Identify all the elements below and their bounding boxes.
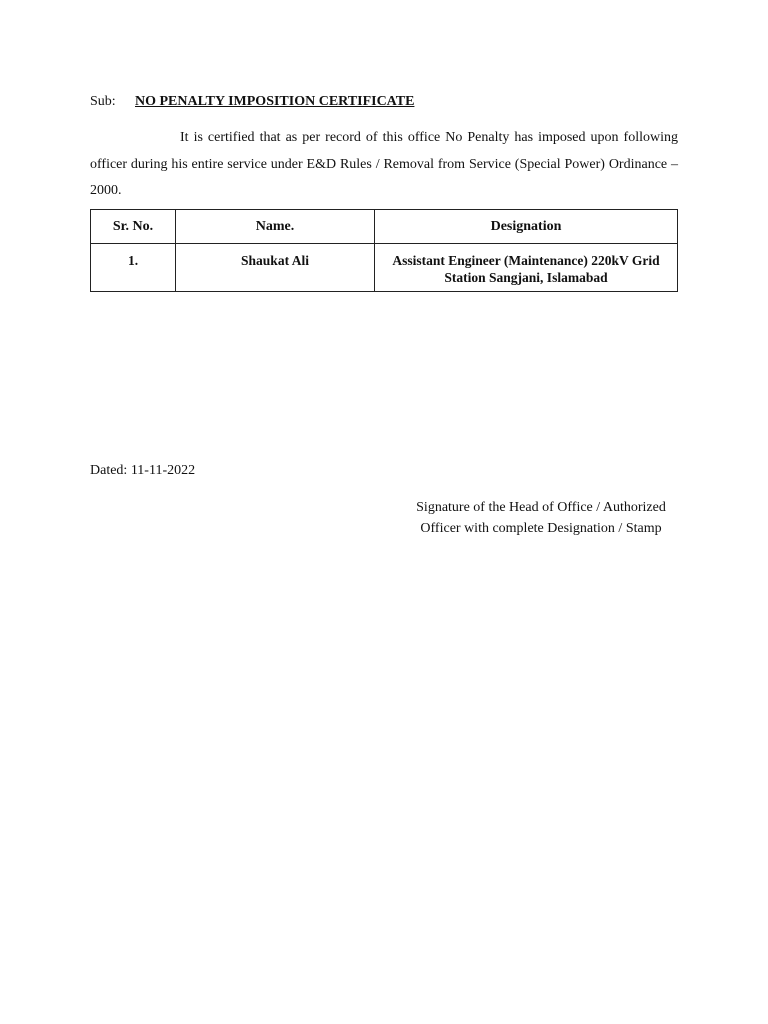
subject-line xyxy=(90,93,414,111)
cell-designation xyxy=(375,244,678,292)
subject-label: Sub: xyxy=(90,94,116,109)
certification-paragraph: It is certified that as per record of this office No Penalty has imposed upon following officer during his entire service under E&D Rules / Removal from Service (Special Power) Ordinance – 2000. xyxy=(90,130,678,198)
cell-name: Shaukat Ali xyxy=(176,244,375,292)
header-name: Name. xyxy=(176,210,375,244)
designation-line-2: Station Sangjani, Islamabad xyxy=(444,270,608,285)
signature-line-2: Officer with complete Designation / Stamp xyxy=(420,521,662,536)
signature-line-1: Signature of the Head of Office / Authorized xyxy=(416,500,666,515)
table-header-row xyxy=(91,210,678,244)
header-designation: Designation xyxy=(375,210,678,244)
header-sr-no: Sr. No. xyxy=(91,210,176,244)
designation-line-1: Assistant Engineer (Maintenance) 220kV Grid xyxy=(392,253,660,268)
cell-sr-no: 1. xyxy=(91,244,176,292)
dated-line: Dated: 11-11-2022 xyxy=(90,463,196,478)
signature-block xyxy=(400,497,682,539)
officer-table xyxy=(90,209,678,292)
certificate-title: NO PENALTY IMPOSITION CERTIFICATE xyxy=(135,94,415,109)
table-row xyxy=(91,244,678,292)
